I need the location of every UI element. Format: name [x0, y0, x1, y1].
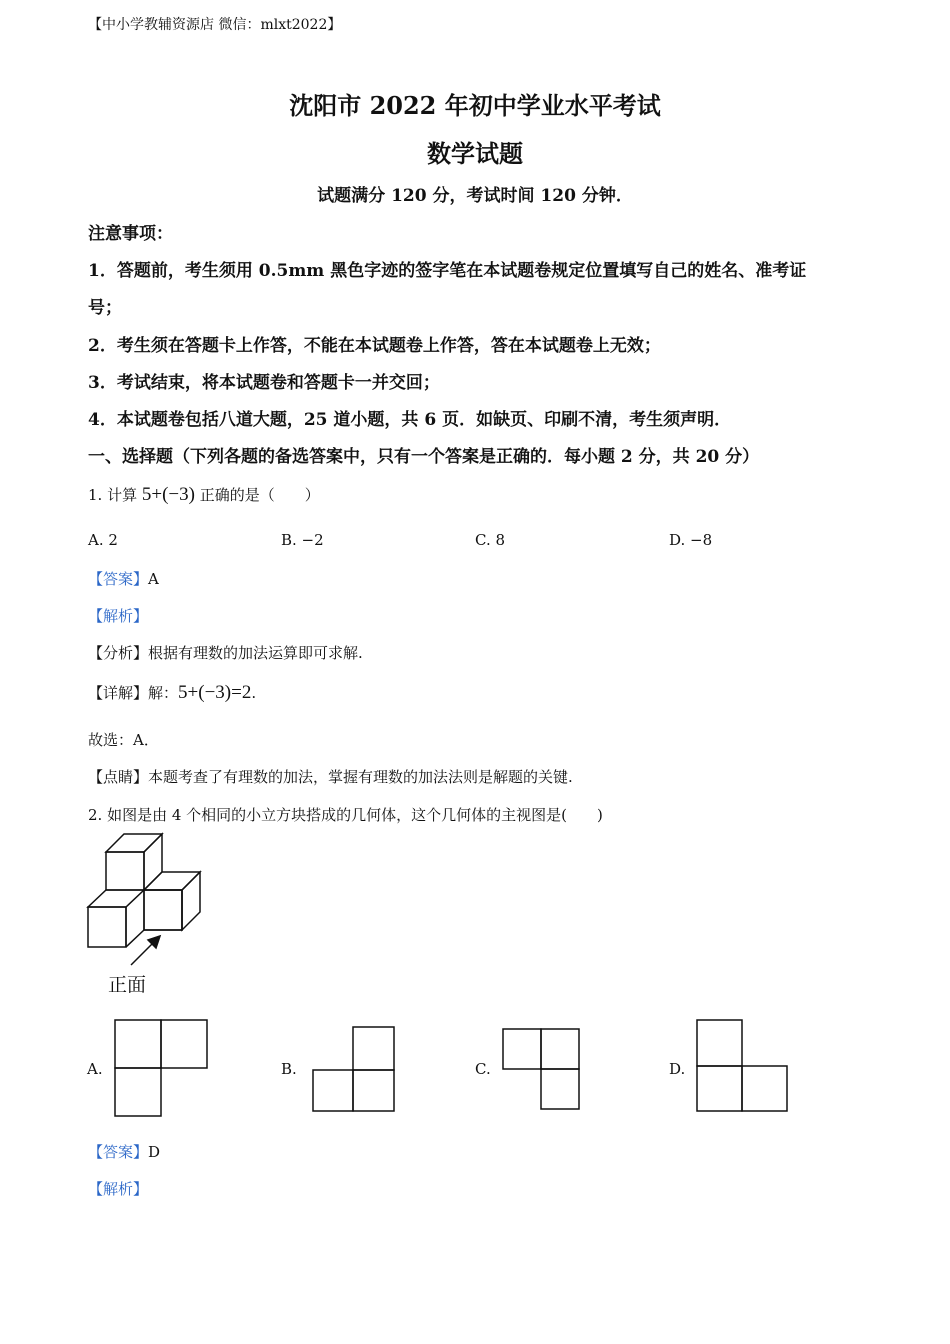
q2-option-c-label: C. [475, 1060, 491, 1078]
notice-item: 3．考试结束，将本试题卷和答题卡一并交回； [88, 373, 440, 393]
detail-expression: 5+(−3)=2 [178, 682, 252, 703]
detail-prefix: 解： [148, 684, 179, 702]
q1-detail [88, 682, 256, 704]
answer-value: A [148, 570, 159, 588]
exam-title: 沈阳市 2022 年初中学业水平考试 [289, 91, 661, 120]
q1-fenxi [88, 642, 363, 663]
q2-option-b-label: B. [281, 1060, 297, 1078]
section-heading: 一、选择题（下列各题的备选答案中，只有一个答案是正确的．每小题 2 分，共 20 分） [88, 447, 760, 467]
q2-answer [88, 1141, 160, 1162]
q2-option-b-figure [312, 1026, 402, 1116]
watermark: 【中小学教辅资源店 微信：mlxt2022】 [88, 17, 342, 33]
q2-option-a-label: A. [87, 1060, 103, 1078]
notice-item: 1．答题前，考生须用 0.5mm 黑色字迹的签字笔在本试题卷规定位置填写自己的姓名、准考证 [88, 261, 807, 281]
q2-option-d-figure [696, 1019, 796, 1119]
q1-prefix: 1. 计算 [88, 486, 138, 504]
notice-item: 号； [88, 298, 122, 318]
q1-expression: 5+(−3) [141, 484, 195, 505]
comment-tag: 【点睛】 [88, 768, 149, 786]
notice-item: 4．本试题卷包括八道大题，25 道小题，共 6 页．如缺页、印刷不清，考生须声明． [88, 410, 732, 430]
detail-tag: 【详解】 [88, 684, 149, 702]
analysis-tag: 【解析】 [88, 1180, 149, 1198]
detail-suffix: . [251, 684, 257, 702]
analysis-tag: 【解析】 [88, 607, 149, 625]
cube-figure [86, 832, 286, 962]
q2-stem: 2. 如图是由 4 个相同的小立方块搭成的几何体，这个几何体的主视图是( ) [88, 806, 603, 824]
q1-stem [88, 484, 320, 506]
notice-item: 2．考生须在答题卡上作答，不能在本试题卷上作答，答在本试题卷上无效； [88, 336, 661, 356]
q1-option-b: B. −2 [281, 531, 324, 549]
answer-value: D [148, 1143, 161, 1161]
q1-suffix: 正确的是（ ） [199, 486, 320, 504]
front-label: 正面 [108, 974, 147, 996]
fenxi-tag: 【分析】 [88, 644, 149, 662]
notice-heading: 注意事项： [88, 224, 173, 244]
q2-option-d-label: D. [669, 1060, 686, 1078]
q2-option-c-figure [502, 1028, 587, 1118]
q1-option-a: A. 2 [88, 531, 118, 549]
comment-text: 本题考查了有理数的加法，掌握有理数的加法法则是解题的关键. [148, 768, 573, 786]
q1-option-d: D. −8 [669, 531, 713, 549]
exam-subtitle: 数学试题 [427, 139, 523, 168]
q1-answer [88, 568, 159, 589]
q1-option-c: C. 8 [475, 531, 506, 549]
answer-tag: 【答案】 [88, 1143, 149, 1161]
answer-tag: 【答案】 [88, 570, 149, 588]
fenxi-text: 根据有理数的加法运算即可求解. [148, 644, 363, 662]
q1-comment [88, 766, 573, 787]
q2-option-a-figure [114, 1019, 214, 1119]
q1-choice: 故选：A． [88, 731, 159, 749]
score-line: 试题满分 120 分，考试时间 120 分钟． [317, 186, 633, 206]
